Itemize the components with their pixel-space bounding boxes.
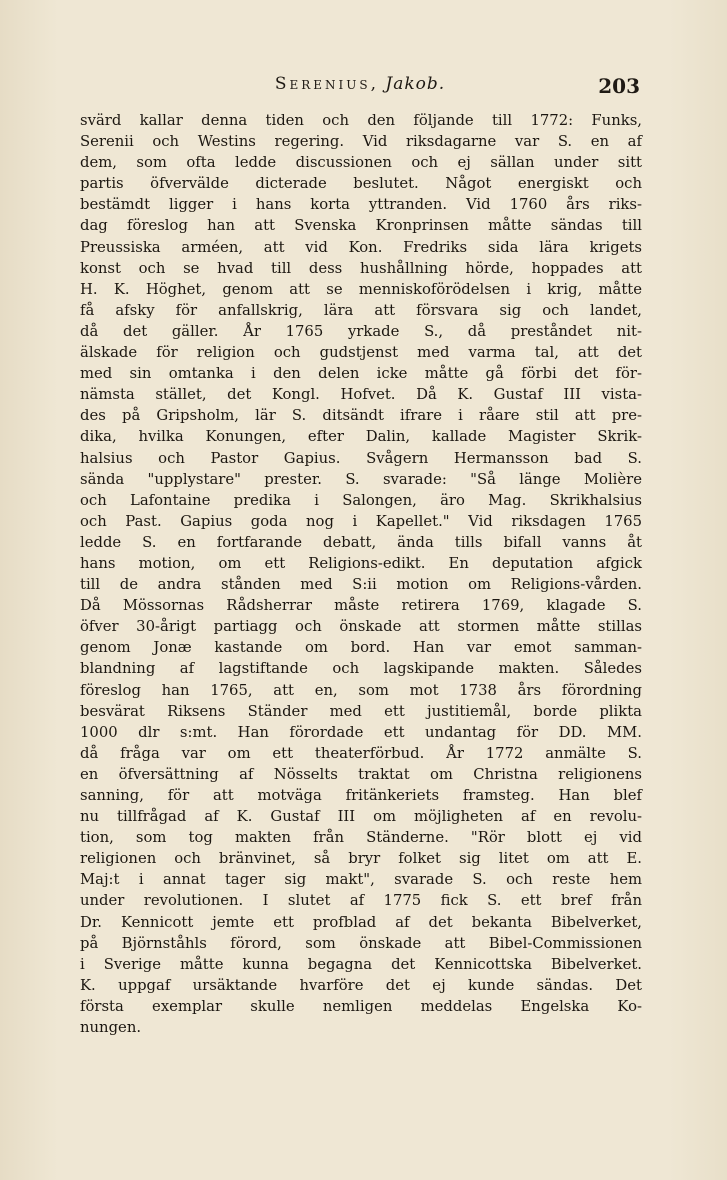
text-line: dika, hvilka Konungen, efter Dalin, kallade Magister Skrik- [80,428,642,446]
text-line: hans motion, om ett Religions-edikt. En deputation afgick [80,554,642,572]
text-line: dem, som ofta ledde discussionen och ej sällan under sitt [80,154,642,172]
text-line: Preussiska arméen, att vid Kon. Fredriks sida lära krigets [80,238,642,256]
text-line: på Björnståhls förord, som önskade att Bibel-Commissionen [80,934,642,952]
text-line: Dr. Kennicott jemte ett profblad af det bekanta Bibelverket, [80,913,642,931]
text-line: ledde S. en fortfarande debatt, ända tills bifall vanns åt [80,533,642,551]
text-line: svärd kallar denna tiden och den följande till 1772: Funks, [80,112,642,129]
text-line: då det gäller. År 1765 yrkade S., då preståndet nit- [80,322,642,340]
text-line: tion, som tog makten från Ständerne. "Rör blott ej vid [80,829,642,847]
text-line: dag föreslog han att Svenska Kronprinsen måtte sändas till [80,217,642,235]
text-line: bestämdt ligger i hans korta yttranden. Vid 1760 års riks- [80,196,642,214]
text-line: under revolutionen. I slutet af 1775 fick S. ett bref från [80,892,642,910]
text-line: halsius och Pastor Gapius. Svågern Hermansson bad S. [80,449,642,467]
text-line: första exemplar skulle nemligen meddelas Engelska Ko- [80,997,642,1015]
text-line: föreslog han 1765, att en, som mot 1738 års förordning [80,681,642,699]
text-line: des på Gripsholm, lär S. ditsändt ifrare i råare stil att pre- [80,407,642,425]
text-line: K. uppgaf ursäktande hvarföre det ej kunde sändas. Det [80,976,642,994]
text-line: få afsky för anfallskrig, lära att försvara sig och landet, [80,301,642,319]
text-line: en öfversättning af Nösselts traktat om Christna religionens [80,765,642,783]
text-line: i Sverige måtte kunna begagna det Kennicottska Bibelverket. [80,955,642,973]
text-line: och Lafontaine predika i Salongen, äro Mag. Skrikhalsius [80,491,642,509]
text-line: partis öfvervälde dicterade beslutet. Något energiskt och [80,175,642,193]
text-line: Maj:t i annat tager sig makt", svarade S. och reste hem [80,871,642,889]
text-line: konst och se hvad till dess hushållning hörde, hoppades att [80,259,642,277]
page-header [80,74,640,100]
text-line: blandning af lagstiftande och lagskipande makten. Således [80,660,642,678]
body-text [80,110,642,1038]
text-line: till de andra stånden med S:ii motion om Religions-vården. [80,576,642,594]
running-head [80,74,640,94]
text-line: med sin omtanka i den delen icke måtte gå förbi det för- [80,365,642,383]
text-line: nämsta stället, det Kongl. Hofvet. Då K. Gustaf III vista- [80,386,642,404]
text-line: H. K. Höghet, genom att se menniskoförödelsen i krig, måtte [80,280,642,298]
text-line: genom Jonæ kastande om bord. Han var emot samman- [80,639,642,657]
running-head-given-name: Jakob. [385,74,446,94]
text-line: religionen och bränvinet, så bryr folket sig litet om att E. [80,850,642,868]
text-line: 1000 dlr s:mt. Han förordade ett undantag för DD. MM. [80,723,642,741]
text-line: sända "upplystare" prester. S. svarade: "Så länge Molière [80,470,642,488]
text-line: älskade för religion och gudstjenst med varma tal, att det [80,344,642,362]
text-line: och Past. Gapius goda nog i Kapellet." Vid riksdagen 1765 [80,512,642,530]
text-line: sanning, för att motväga fritänkeriets framsteg. Han blef [80,787,642,804]
text-line: öfver 30-årigt partiagg och önskade att stormen måtte stillas [80,618,642,636]
text-line: nungen. [80,1019,142,1037]
text-line: Då Mössornas Rådsherrar måste retirera 1769, klagade S. [80,597,642,615]
text-line: besvärat Riksens Ständer med ett justitiemål, borde plikta [80,702,642,720]
text-line: då fråga var om ett theaterförbud. År 1772 anmälte S. [80,744,642,762]
running-head-surname: Serenius, [274,74,379,94]
text-line: nu tillfrågad af K. Gustaf III om möjligheten af en revolu- [80,808,642,826]
text-line: Serenii och Westins regering. Vid riksdagarne var S. en af [80,133,642,151]
page-number: 203 [598,74,640,98]
